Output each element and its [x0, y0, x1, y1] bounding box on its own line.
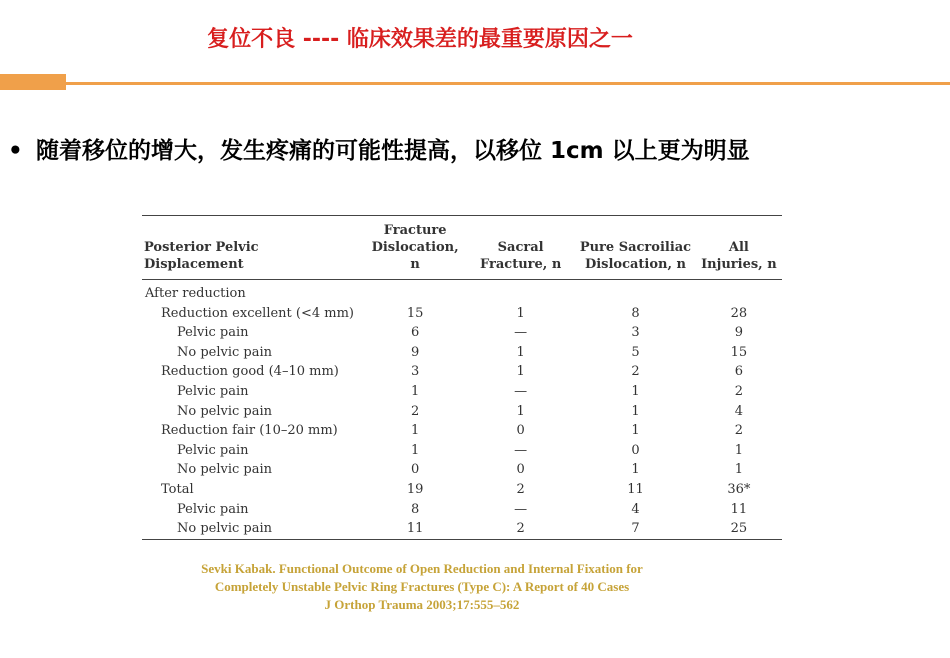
row-label: Reduction fair (10–20 mm)	[161, 423, 338, 439]
citation-line: Completely Unstable Pelvic Ring Fractures (Type C): A Report of 40 Cases	[214, 579, 630, 594]
column-header-displacement: Posterior Pelvic Displacement	[144, 240, 259, 272]
header-line: All	[728, 240, 749, 255]
cell: 25	[730, 521, 748, 537]
row-label: No pelvic pain	[177, 403, 273, 419]
cell: 1	[631, 383, 640, 399]
table-row	[142, 304, 782, 324]
row-label: Reduction excellent (<4 mm)	[161, 305, 355, 321]
cell: 11	[627, 481, 644, 497]
cell: 5	[631, 344, 640, 360]
cell: 0	[631, 442, 640, 458]
table-row	[142, 402, 782, 422]
cell: 4	[734, 403, 744, 419]
cell: 1	[516, 305, 525, 321]
cell: 1	[734, 442, 744, 458]
cell: 11	[730, 501, 748, 517]
cell: 1	[516, 364, 525, 380]
cell	[466, 280, 575, 304]
row-label: Reduction good (4–10 mm)	[161, 364, 339, 380]
cell: 0	[516, 462, 525, 478]
cell	[364, 280, 466, 304]
table-row	[142, 323, 782, 343]
cell: 1	[410, 423, 420, 439]
cell: 8	[410, 501, 420, 517]
column-header-sacral-fracture	[466, 216, 575, 280]
citation	[142, 560, 702, 614]
cell: 6	[410, 325, 420, 341]
bullet-text: 随着移位的增大，发生疼痛的可能性提高，以移位 1cm 以上更为明显	[36, 138, 750, 164]
cell: 11	[406, 521, 424, 537]
table-row	[142, 280, 782, 304]
citation-line: J Orthop Trauma 2003;17:555–562	[324, 597, 520, 612]
column-header-fracture-dislocation	[364, 216, 466, 280]
cell: 15	[730, 344, 748, 360]
cell: 2	[631, 364, 640, 380]
table-row	[142, 441, 782, 461]
cell: 2	[734, 423, 744, 439]
cell: 1	[516, 344, 525, 360]
table-header-row	[142, 216, 782, 280]
cell: 19	[406, 481, 424, 497]
cell: —	[514, 325, 528, 341]
row-label: Pelvic pain	[177, 383, 249, 399]
table-row	[142, 382, 782, 402]
cell: 1	[631, 423, 640, 439]
cell: 1	[410, 383, 420, 399]
cell: 28	[730, 305, 748, 321]
cell: —	[514, 383, 528, 399]
row-label: After reduction	[145, 286, 246, 301]
cell: 2	[734, 383, 744, 399]
cell: —	[514, 501, 528, 517]
cell: 9	[410, 344, 420, 360]
cell: —	[514, 442, 528, 458]
cell: 3	[631, 325, 640, 341]
cell: 6	[734, 364, 744, 380]
row-label: Pelvic pain	[177, 501, 249, 517]
table-row	[142, 421, 782, 441]
citation-line: Sevki Kabak. Functional Outcome of Open Reduction and Internal Fixation for	[201, 561, 643, 576]
cell: 4	[631, 501, 640, 517]
cell: 1	[631, 403, 640, 419]
header-line: Pure Sacroiliac	[579, 240, 692, 255]
cell: 2	[516, 481, 525, 497]
cell: 0	[516, 423, 525, 439]
column-header-all-injuries	[696, 216, 782, 280]
table-row	[142, 480, 782, 500]
header-line: Dislocation, n	[371, 240, 459, 272]
table-row	[142, 460, 782, 480]
cell: 9	[734, 325, 744, 341]
header-line: Dislocation, n	[584, 257, 686, 272]
cell: 36*	[727, 481, 751, 497]
table-row	[142, 500, 782, 520]
row-label: Pelvic pain	[177, 325, 249, 341]
row-label: No pelvic pain	[177, 462, 273, 478]
cell	[696, 280, 782, 304]
header-line: Injuries, n	[701, 257, 777, 272]
cell: 1	[410, 442, 420, 458]
bullet-icon: •	[8, 138, 23, 164]
cell: 1	[516, 403, 525, 419]
row-label: Pelvic pain	[177, 442, 249, 458]
cell: 3	[410, 364, 420, 380]
cell: 7	[631, 521, 640, 537]
cell: 1	[734, 462, 744, 478]
cell	[575, 280, 696, 304]
cell: 8	[631, 305, 640, 321]
row-label: No pelvic pain	[177, 521, 273, 537]
data-table	[142, 215, 782, 540]
header-line: Fracture, n	[480, 257, 562, 272]
cell: 0	[410, 462, 420, 478]
table-row	[142, 519, 782, 539]
accent-block	[0, 74, 66, 90]
accent-divider	[66, 82, 950, 85]
cell: 15	[406, 305, 424, 321]
column-header-pure-sacroiliac	[575, 216, 696, 280]
cell: 1	[631, 462, 640, 478]
table-row	[142, 362, 782, 382]
row-label: Total	[161, 481, 194, 497]
header-line: Sacral	[497, 240, 544, 255]
cell: 2	[516, 521, 525, 537]
header-line: Fracture	[383, 223, 447, 238]
row-label: No pelvic pain	[177, 344, 273, 360]
cell: 2	[410, 403, 420, 419]
slide-title: 复位不良 ---- 临床效果差的最重要原因之一	[207, 27, 633, 52]
table-row	[142, 343, 782, 363]
